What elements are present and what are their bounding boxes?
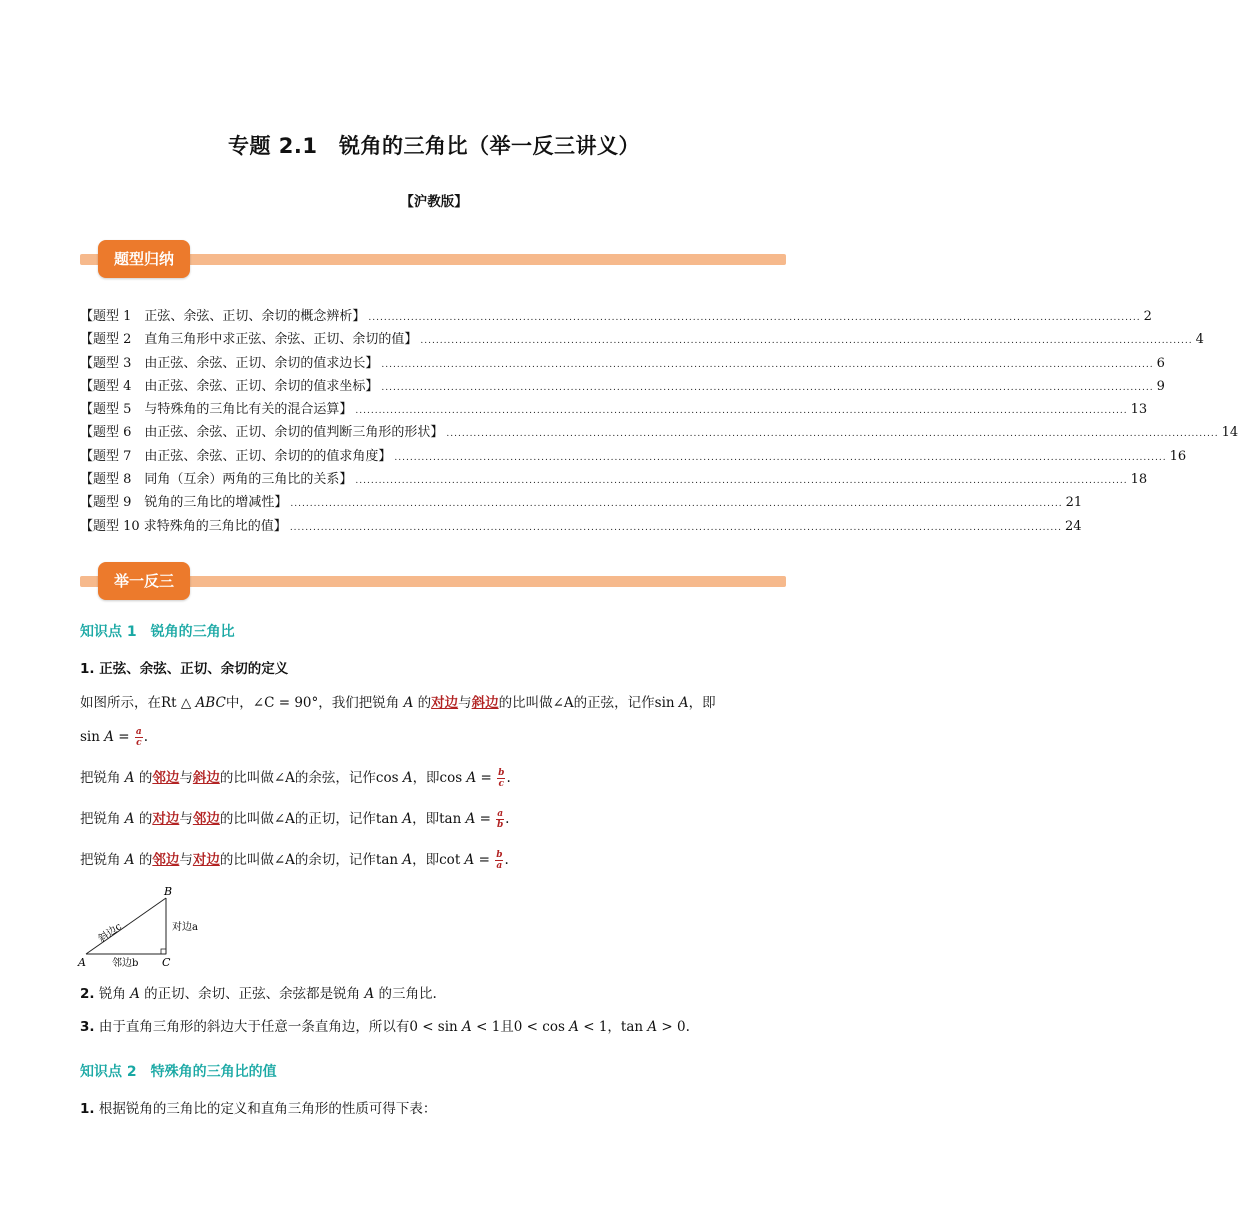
text: 锐角 (94, 986, 131, 1002)
sine-fraction (135, 727, 143, 748)
item-number: 2. (80, 986, 95, 1002)
sine-definition (80, 692, 790, 714)
toc-entry-label: 【题型 3 由正弦、余弦、正切、余切的值求边长】 (80, 355, 379, 371)
point-3 (80, 1016, 790, 1038)
toc-entry[interactable] (80, 468, 1148, 491)
toc-entry-page: 24 (1064, 518, 1082, 534)
denominator: c (498, 779, 505, 789)
toc-entry[interactable] (80, 491, 1083, 514)
page-title: 专题 2.1 锐角的三角比（举一反三讲义） (227, 134, 640, 158)
text: A (678, 695, 689, 711)
toc-entry-page: 4 (1195, 332, 1204, 348)
text: A (124, 852, 135, 868)
text: 的 (413, 695, 432, 711)
right-triangle-figure (76, 884, 216, 974)
text: A (466, 770, 477, 786)
toc-entry[interactable] (80, 352, 1165, 375)
point-2 (80, 983, 790, 1005)
table-of-contents (80, 305, 1238, 538)
banner-label: 举一反三 (98, 562, 190, 600)
opposite-side-term: 对边 (192, 852, 220, 868)
text: A (402, 770, 413, 786)
toc-entry-page: 21 (1065, 495, 1083, 511)
text: A (130, 986, 140, 1002)
text: . (505, 811, 510, 827)
sine-formula (80, 726, 790, 748)
toc-entry-page: 9 (1156, 378, 1165, 394)
toc-leader-dots: ........................................................................................................................................................................................................ (381, 359, 1154, 370)
text: ，即cos (412, 770, 467, 786)
toc-entry-page: 16 (1169, 448, 1187, 464)
text: 中，∠C = 90°，我们把锐角 (225, 695, 404, 711)
toc-entry-label: 【题型 8 同角（互余）两角的三角比的关系】 (80, 472, 353, 488)
text: 的比叫做∠A的余弦，记作cos (219, 770, 403, 786)
text: A (402, 852, 413, 868)
toc-entry-label: 【题型 2 直角三角形中求正弦、余弦、正切、余切的值】 (80, 332, 418, 348)
text: 的比叫做∠A的正切，记作tan (219, 811, 403, 827)
toc-leader-dots: ........................................................................................................................................................................................................ (381, 382, 1154, 393)
cotangent-fraction (495, 850, 503, 871)
text: A (402, 811, 413, 827)
toc-leader-dots: ........................................................................................................................................................................................................ (355, 406, 1128, 417)
text: A (104, 729, 114, 745)
text: A (403, 695, 414, 711)
toc-entry[interactable] (80, 515, 1082, 538)
text: = (113, 729, 134, 745)
text: A (465, 811, 476, 827)
toc-leader-dots: ........................................................................................................................................................................................................ (355, 476, 1128, 487)
text: 的 (134, 852, 153, 868)
text: 与 (179, 811, 193, 827)
item-number: 1. (80, 1101, 95, 1117)
text: 把锐角 (80, 770, 125, 786)
text: A (464, 852, 475, 868)
toc-entry[interactable] (80, 375, 1165, 398)
text: 的正切、余切、正弦、余弦都是锐角 (139, 986, 365, 1002)
section-banner-examples (80, 562, 786, 602)
text: 的 (134, 811, 153, 827)
toc-entry[interactable] (80, 305, 1152, 328)
toc-entry-label: 【题型 4 由正弦、余弦、正切、余切的值求坐标】 (80, 378, 379, 394)
vertex-a-label: A (78, 956, 86, 969)
side-ab (86, 898, 166, 954)
tangent-fraction (496, 809, 504, 830)
section-banner-question-types (80, 240, 786, 280)
toc-entry-label: 【题型 9 锐角的三角比的增减性】 (80, 495, 288, 511)
text: A (124, 770, 135, 786)
text: A (647, 1019, 658, 1035)
text: 的比叫做∠A的余切，记作tan (219, 852, 403, 868)
text: ，即 (688, 695, 716, 711)
toc-leader-dots: ........................................................................................................................................................................................................ (394, 452, 1167, 463)
toc-leader-dots: ........................................................................................................................................................................................................ (289, 522, 1062, 533)
cosine-fraction (497, 768, 505, 789)
text: 的 (134, 770, 153, 786)
text: 的比叫做∠A的正弦，记作sin (498, 695, 679, 711)
toc-entry-page: 13 (1130, 402, 1148, 418)
vertex-b-label: B (164, 885, 173, 898)
text: 根据锐角的三角比的定义和直角三角形的性质可得下表： (94, 1101, 437, 1117)
text: = (475, 811, 496, 827)
text: > 0. (657, 1019, 690, 1035)
text: A (364, 986, 375, 1002)
text: . (506, 770, 511, 786)
vertex-c-label: C (162, 956, 171, 969)
denominator: b (497, 820, 504, 830)
text: 由于直角三角形的斜边大于任意一条直角边，所以有 (94, 1019, 410, 1035)
toc-entry-label: 【题型 7 由正弦、余弦、正切、余切的的值求角度】 (80, 448, 392, 464)
text: sin (80, 729, 105, 745)
right-angle-mark (161, 949, 166, 954)
adjacent-side-term: 邻边 (152, 770, 180, 786)
banner-label: 题型归纳 (98, 240, 190, 278)
text: A (462, 1019, 472, 1035)
toc-entry-page: 2 (1143, 309, 1152, 324)
knowledge-point-1-title: 知识点 1 锐角的三角比 (80, 624, 235, 640)
text: ，即tan (412, 811, 466, 827)
toc-leader-dots: ........................................................................................................................................................................................................ (290, 499, 1063, 510)
text: 把锐角 (80, 811, 125, 827)
numerator: a (135, 727, 142, 737)
text: 与 (179, 770, 193, 786)
text: < 1且0 < cos (471, 1019, 570, 1035)
denominator: c (136, 738, 142, 748)
adjacent-side-label: 邻边b (112, 958, 139, 969)
text: 与 (458, 695, 472, 711)
toc-entry[interactable] (80, 328, 1204, 351)
numerator: a (497, 809, 504, 819)
adjacent-side-term: 邻边 (192, 811, 220, 827)
tangent-definition (80, 808, 790, 830)
text: 的三角比. (374, 986, 437, 1002)
toc-leader-dots: ........................................................................................................................................................................................................ (420, 336, 1193, 347)
text: 把锐角 (80, 852, 125, 868)
opposite-side-term: 对边 (431, 695, 459, 711)
text: . (143, 729, 149, 745)
hypotenuse-label: 斜边c (96, 921, 124, 945)
text: = (476, 770, 497, 786)
toc-entry-label: 【题型 10 求特殊角的三角比的值】 (80, 518, 287, 534)
opposite-side-term: 对边 (152, 811, 180, 827)
edition-label: 【沪教版】 (400, 194, 468, 210)
cosine-definition (80, 767, 790, 789)
text: = (474, 852, 495, 868)
text: ，即cot (412, 852, 465, 868)
numerator: b (496, 850, 503, 860)
text: 0 < sin (409, 1019, 463, 1035)
hypotenuse-term: 斜边 (192, 770, 220, 786)
text: ABC (195, 695, 226, 711)
knowledge-point-2-title: 知识点 2 特殊角的三角比的值 (80, 1064, 277, 1080)
adjacent-side-term: 邻边 (152, 852, 180, 868)
toc-entry-page: 6 (1156, 355, 1165, 371)
toc-leader-dots: ........................................................................................................................................................................................................ (368, 313, 1141, 323)
toc-entry-page: 18 (1130, 472, 1148, 488)
point-1-special-angles (80, 1098, 790, 1120)
hypotenuse-term: 斜边 (471, 695, 499, 711)
text: < 1，tan (578, 1019, 648, 1035)
denominator: a (496, 861, 503, 871)
toc-entry[interactable] (80, 445, 1187, 468)
toc-entry-label: 【题型 5 与特殊角的三角比有关的混合运算】 (80, 402, 353, 418)
text: . (504, 852, 509, 868)
definition-heading: 1. 正弦、余弦、正切、余切的定义 (80, 661, 289, 677)
toc-entry[interactable] (80, 398, 1148, 421)
toc-entry-label: 【题型 6 由正弦、余弦、正切、余切的值判断三角形的形状】 (80, 425, 444, 441)
toc-leader-dots: ........................................................................................................................................................................................................ (446, 429, 1219, 440)
toc-entry-page: 14 (1221, 425, 1238, 441)
cotangent-definition (80, 849, 790, 871)
numerator: b (498, 768, 505, 778)
toc-entry-label: 【题型 1 正弦、余弦、正切、余切的概念辨析】 (80, 309, 366, 324)
opposite-side-label: 对边a (172, 922, 198, 933)
toc-entry[interactable] (80, 421, 1238, 444)
text: 如图所示，在Rt △ (80, 695, 196, 711)
item-number: 3. (80, 1019, 95, 1035)
text: A (569, 1019, 579, 1035)
text: 与 (179, 852, 193, 868)
text: A (124, 811, 135, 827)
